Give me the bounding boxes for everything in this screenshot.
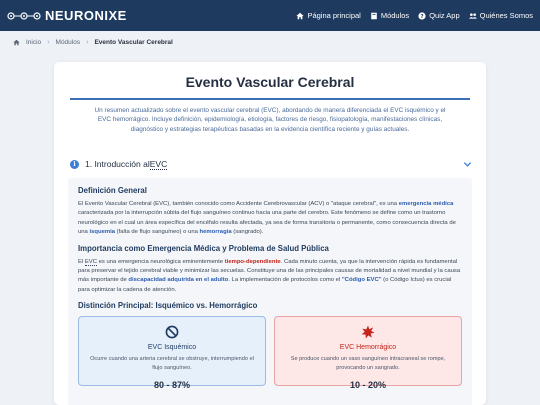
book-icon — [370, 12, 378, 20]
ischemic-desc: Ocurre cuando una arteria cerebral se obstruye, interrumpiendo el flujo sanguíneo. — [90, 356, 254, 371]
hemorrhagic-desc: Se produce cuando un vaso sanguíneo intracraneal se rompe, provocando un sangrado. — [290, 356, 446, 371]
nav-about-label: Quiénes Somos — [479, 11, 533, 20]
nav-quiz[interactable] — [418, 11, 459, 20]
comparison-row — [78, 316, 462, 391]
definition-heading: Definición General — [78, 186, 147, 195]
section-accordion-header[interactable] — [70, 155, 472, 173]
chevron-right-icon: › — [47, 39, 50, 46]
main-nav — [296, 11, 533, 20]
breadcrumb-modules[interactable]: Módulos — [55, 39, 81, 46]
nav-modules-label: Módulos — [380, 11, 410, 20]
page-title: Evento Vascular Cerebral — [185, 74, 355, 90]
definition-text-3: (falta de flujo sanguíneo) o una — [115, 229, 200, 236]
chevron-right-icon: › — [86, 39, 89, 46]
question-icon — [418, 12, 426, 20]
ischemic-title: EVC Isquémico — [147, 344, 197, 352]
section-title-text: 1. Introducción al — [85, 159, 150, 169]
home-icon — [296, 12, 304, 20]
nav-quiz-label: Quiz App — [429, 11, 460, 20]
keyword-hemorragia: hemorragia — [199, 229, 232, 236]
keyword-codigo-evc: "Código EVC" — [341, 277, 382, 284]
keyword-emergencia: emergencia médica — [398, 201, 454, 207]
navbar — [0, 0, 540, 31]
importance-heading: Importancia como Emergencia Médica y Problema de Salud Pública — [78, 243, 329, 253]
nav-about[interactable] — [469, 11, 533, 20]
definition-text — [78, 200, 462, 238]
hemorrhagic-card — [274, 316, 462, 391]
breadcrumb — [13, 39, 173, 46]
home-icon — [13, 39, 20, 46]
importance-text — [78, 258, 462, 296]
svg-text:?: ? — [420, 13, 424, 20]
brand-name — [45, 8, 127, 23]
importance-text-4: . La implementación de protocolos como el — [228, 277, 342, 284]
nav-modules[interactable] — [370, 11, 409, 20]
ischemic-percentage: 80 - 87% — [153, 380, 191, 391]
info-icon: i — [70, 160, 79, 169]
keyword-isquemia: isquemia — [89, 229, 116, 236]
breadcrumb-current: Evento Vascular Cerebral — [94, 39, 173, 46]
hemorrhagic-percentage: 10 - 20% — [349, 380, 387, 391]
definition-text-4: (sangrado). — [231, 229, 264, 236]
brand-name-part1: NEURONI — [45, 8, 109, 23]
nav-home[interactable] — [296, 11, 360, 20]
burst-icon — [361, 325, 375, 339]
ischemic-card — [78, 316, 266, 391]
importance-text-5: (o Código Ictus) es crucial para optimizar la cadena de atención. — [78, 277, 452, 293]
keyword-tiempo: tiempo-dependiente — [224, 258, 281, 265]
abbr-evc: EVC — [84, 258, 97, 265]
section-content — [68, 178, 472, 405]
definition-text-2: caracterizada por la interrupción súbita del flujo sanguíneo continuo hacia una parte del cerebro. Este fenómeno se define como un trastorno neurológico en el cual un área específica del encéfalo resulta afectada, ya sea de forma transitoria o permanente, como consecuencia directa de una — [78, 210, 456, 236]
chevron-down-icon[interactable] — [463, 160, 472, 169]
section-title — [85, 159, 167, 169]
section-title-abbr: EVC — [149, 159, 168, 169]
breadcrumb-home[interactable]: Inicio — [26, 39, 42, 46]
importance-text-3: . Cada minuto cuenta, ya que la intervención rápida es fundamental para preservar el tejido cerebral viable y minimizar las secuelas. Constituye una de las principales causas de mortalidad a nivel mundial y la causa más importante de — [78, 258, 461, 284]
distinction-heading: Distinción Principal: Isquémico vs. Hemorrágico — [78, 301, 258, 311]
neuron-logo-icon — [7, 9, 41, 23]
importance-text-1: El — [78, 258, 85, 265]
page-intro: Un resumen actualizado sobre el evento vascular cerebral (EVC), abordando de manera diferenciada el EVC isquémico y el EVC hemorrágico. Incluye definición, epidemiología, etiología, factores de riesgo, fisiopatología, manifestaciones clínicas, diagnóstico y estrategias terapéuticas basadas en la evidencia científica reciente y guías actuales. — [94, 107, 446, 133]
hemorrhagic-title: EVC Hemorrágico — [339, 344, 397, 352]
brand[interactable] — [7, 8, 127, 23]
users-icon — [469, 12, 477, 20]
importance-text-2: es una emergencia neurológica eminentemente — [97, 258, 225, 265]
nav-home-label: Página principal — [307, 11, 361, 20]
ban-icon — [165, 325, 179, 339]
definition-text-1: El Evento Vascular Cerebral (EVC), también conocido como Accidente Cerebrovascular (ACV) o "ataque cerebral", es una — [78, 201, 399, 207]
brand-name-part2: XE — [108, 8, 127, 23]
module-card — [54, 62, 486, 405]
keyword-discapacidad: discapacidad adquirida en el adulto — [128, 277, 229, 284]
title-divider — [70, 98, 470, 100]
